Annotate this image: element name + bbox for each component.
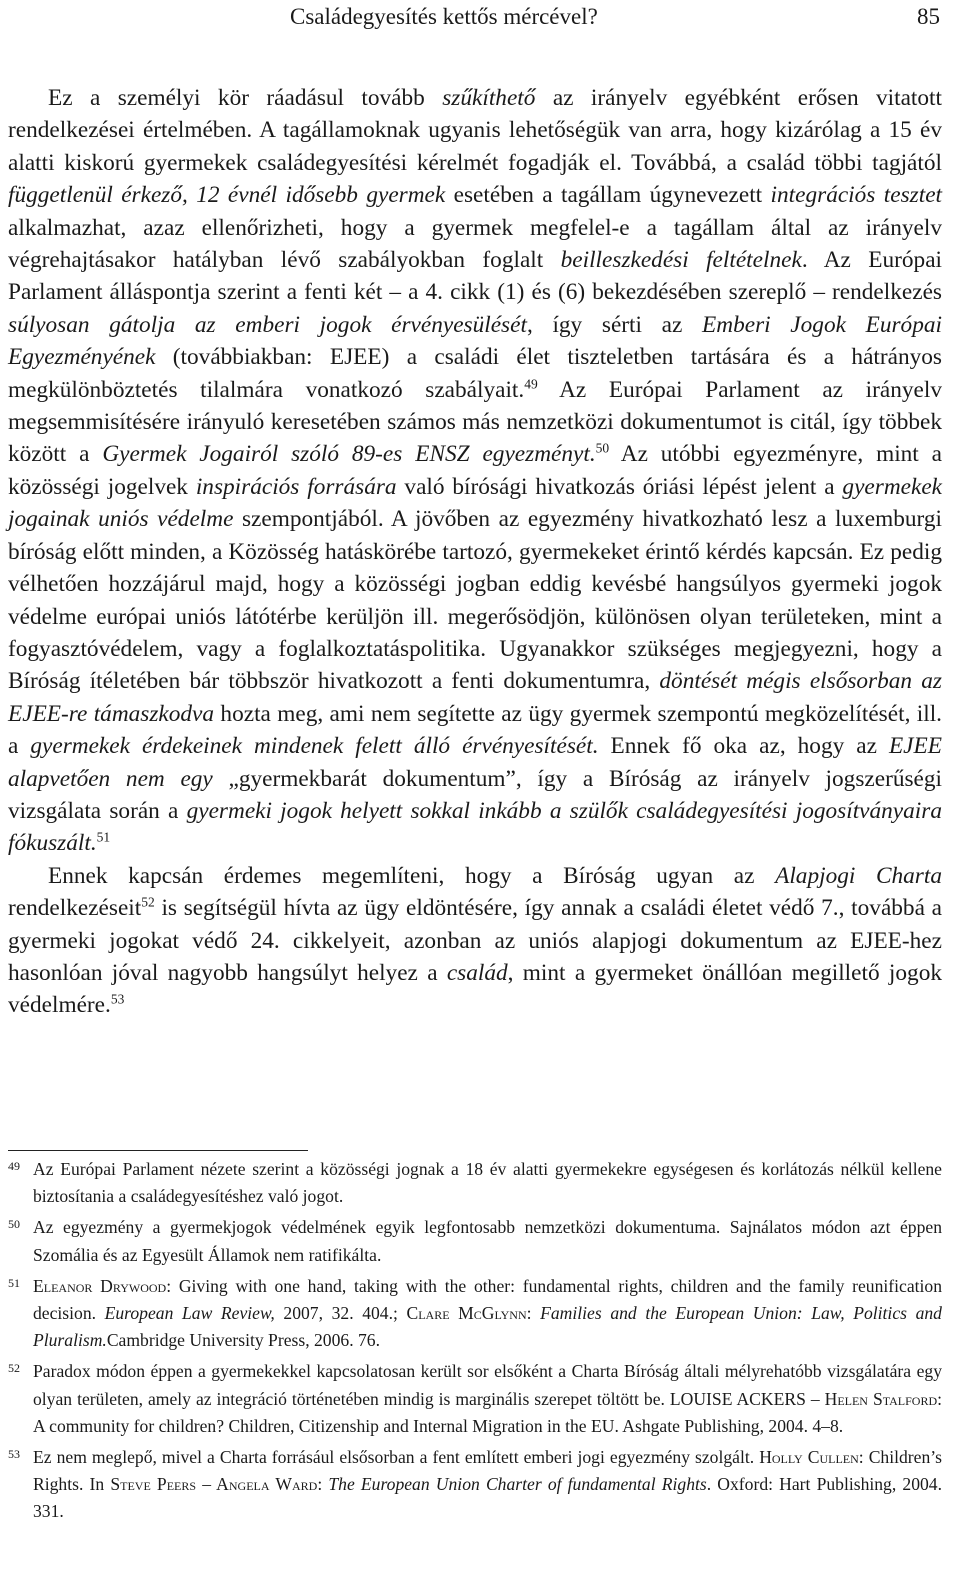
italic-text: beilleszkedési feltételnek — [560, 247, 802, 274]
footnote-49 — [8, 1156, 942, 1210]
text-run: , így sérti az — [526, 311, 703, 338]
text-run: . Az Európai Parlament álláspontja szerint a fenti két – a 4. cikk (1) és (6) bekezdésében szereplő – rendelkezés — [8, 247, 943, 306]
text-run: 2007, 32. 404.; — [274, 1303, 407, 1324]
italic-text: Alapjogi Charta — [775, 862, 942, 889]
italic-text: The European Union Charter of fundamental Rights — [328, 1474, 707, 1495]
footnote-number: 51 — [8, 1275, 20, 1290]
page-number: 85 — [917, 4, 940, 29]
italic-text: Emberi Jogok Európai Egyezményének — [8, 311, 942, 371]
text-run: Cambridge University Press, 2006. 76. — [106, 1330, 380, 1351]
italic-text: szűkíthető — [442, 85, 536, 111]
footnote-text — [33, 1361, 942, 1435]
text-run: Ez nem meglepő, mivel a Charta forrásául elsősorban a fent említett emberi jogi egyezmény szolgált. — [33, 1447, 760, 1468]
main-text — [8, 82, 942, 1022]
text-run: Ennek fő oka az, hogy az — [598, 733, 889, 760]
italic-text: inspirációs forrására — [195, 473, 397, 500]
italic-text: EJEE alapvetően nem egy — [8, 733, 942, 792]
author-name: LOUISE ACKERS – Helen Stalford — [669, 1388, 938, 1409]
footnote-50 — [8, 1214, 942, 1268]
footnote-number: 53 — [8, 1447, 20, 1462]
italic-text: gyermekek érdekeinek mindenek felett álló érvényesítését. — [30, 733, 599, 760]
italic-text: súlyosan gátolja az emberi jogok érvényesülését — [8, 311, 527, 338]
footnote-ref: 50 — [595, 441, 610, 457]
text-run: : — [317, 1474, 329, 1495]
text-run: az irányelv egyébként erősen vitatott rendelkezései értelmében. A tagállamoknak ugyanis lehetőségük van arra, hogy kizárólag a 15 év alatti kiskorú gyermekek családegyesítési kérelmét fogadják el. Továbbá, a család többi tagjától — [8, 85, 942, 176]
running-title: Családegyesítés kettős mércével? — [290, 4, 598, 29]
italic-text: döntését mégis elsősorban az EJEE-re támaszkodva — [8, 668, 942, 727]
footnote-number: 52 — [8, 1361, 20, 1376]
footnote-number: 49 — [8, 1159, 20, 1173]
text-run: is segítségül hívta az ügy eldöntésére, így annak a családi életet védő 7., továbbá a gyermeki jogokat védő 24. cikkelyeit, azonban az uniós alapjogi dokumentum az EJEE-hez hasonlóan jóval nagyobb hangsúlyt helyez a — [8, 895, 942, 986]
text-run: Ez a személyi kör ráadásul tovább — [48, 85, 443, 111]
text-run: esetében a tagállam úgynevezett — [445, 182, 771, 209]
text-run: . Oxford: Hart Publishing, 2004. 331. — [33, 1474, 942, 1522]
italic-text: European Law Review, — [104, 1303, 275, 1324]
text-run: „gyermekbarát dokumentum”, így a Bíróság az irányelv jogszerűségi vizsgálata során a — [8, 765, 943, 824]
italic-text: Gyermek Jogairól szóló 89-es ENSZ egyezményt. — [102, 441, 596, 468]
italic-text: gyermeki jogok helyett sokkal inkább a szülők családegyesítési jogosítványaira fókuszált. — [8, 797, 942, 857]
running-header — [0, 4, 960, 40]
text-run: szempontjából. A jövőben az egyezmény hivatkozható lesz a luxemburgi bíróság előtt minden, a Közösség hatáskörébe tartozó, gyermekeket érintő kérdés kapcsán. Ez pedig vélhetően hozzájárul majd, hogy a közösségi jogban eddig kevésbé hangsúlyos gyermeki jogok védelme európai uniós látótérbe kerüljön ill. megerősödjön, különösen olyan területeken, mint a fogyasztóvédelem, vagy a foglalkoztatáspolitika. Ugyanakkor szükséges megjegyezni, hogy a Bíróság ítéletében bár többször hivatkozott a fenti dokumentumra, — [8, 506, 942, 695]
footnote-51 — [8, 1273, 942, 1355]
footnote-text — [33, 1217, 942, 1264]
footnote-52 — [8, 1358, 942, 1440]
body-paragraph-1 — [8, 82, 942, 860]
author-name: Eleanor Drywood — [33, 1275, 167, 1296]
footnote-ref: 51 — [96, 829, 111, 845]
author-name: Clare McGlynn — [406, 1303, 527, 1324]
italic-text: integrációs tesztet — [770, 182, 943, 209]
author-name: Holly Cullen — [759, 1447, 859, 1468]
text-run: Ennek kapcsán érdemes megemlíteni, hogy a Bíróság ugyan az — [48, 862, 776, 889]
text-run: alkalmazhat, azaz ellenőrizheti, hogy a gyermek megfelel-e a tagállam által az irányelv végrehajtásakor hatályban lévő szabályokban foglalt — [8, 214, 942, 274]
footnote-text — [33, 1276, 942, 1350]
italic-text: gyermekek jogainak uniós védelme — [8, 473, 943, 533]
author-name: Steve Peers – Angela Ward — [110, 1474, 318, 1495]
text-run: Az egyezmény a gyermekjogok védelmének egyik legfontosabb nemzetközi dokumentuma. Sajnálatos módon azt éppen Szomália és az Egyesült Államok nem ratifikálta. — [33, 1217, 942, 1265]
text-run: hozta meg, ami nem segítette az ügy gyermek szempontú megközelítését, ill. a — [8, 700, 942, 760]
text-run: Paradox módon éppen a gyermekekkel kapcsolatosan került sor elsőként a Charta Bíróság általi mélyrehatóbb vizsgálatára egy olyan területen, amely az integráció történetében mindig is marginális szerepet töltött be. — [33, 1361, 942, 1409]
text-run: való bírósági hivatkozás óriási lépést jelent a — [396, 473, 843, 500]
italic-text: Families and the European Union: Law, Politics and Pluralism. — [33, 1303, 942, 1351]
footnote-ref: 52 — [141, 894, 155, 910]
italic-text: család — [446, 959, 508, 986]
footnotes — [8, 1156, 942, 1530]
text-run: : Children’s Rights. In — [33, 1447, 943, 1495]
text-run: : A community for children? Children, Citizenship and Internal Migration in the EU. Ashgate Publishing, 2004. 4–8. — [33, 1388, 943, 1436]
footnote-text — [33, 1447, 942, 1521]
text-run: Az Európai Parlament az irányelv megsemmisítésére irányuló keresetében számos más nemzetközi dokumentumot is citál, így többek között a — [8, 376, 942, 468]
text-run: Az Európai Parlament nézete szerint a közösségi jognak a 18 év alatti gyermekekre egységesen és korlátozás nélkül kellene biztosítania a családegyesítéshez való jogot. — [33, 1159, 942, 1207]
footnote-separator — [8, 1150, 308, 1151]
footnote-text — [33, 1159, 942, 1206]
text-run: , mint a gyermeket önállóan megillető jogok védelmére. — [8, 959, 942, 1019]
text-run: Az utóbbi egyezményre, mint a közösségi jogelvek — [8, 441, 942, 500]
footnote-number: 50 — [8, 1217, 20, 1232]
text-run: : — [526, 1303, 541, 1324]
footnote-53 — [8, 1444, 942, 1526]
italic-text: függetlenül érkező, 12 évnél idősebb gyermek — [8, 182, 446, 209]
text-run: (továbbiakban: EJEE) a családi élet tiszteletben tartására és a hátrányos megkülönböztetés tilalmára vonatkozó szabályait. — [8, 344, 942, 403]
text-run: rendelkezéseit — [8, 895, 142, 922]
text-run: : Giving with one hand, taking with the other: fundamental rights, children and the family reunification decision. — [33, 1275, 942, 1324]
footnote-ref: 53 — [110, 992, 125, 1007]
footnote-ref: 49 — [524, 376, 538, 392]
body-paragraph-2 — [8, 860, 942, 1022]
